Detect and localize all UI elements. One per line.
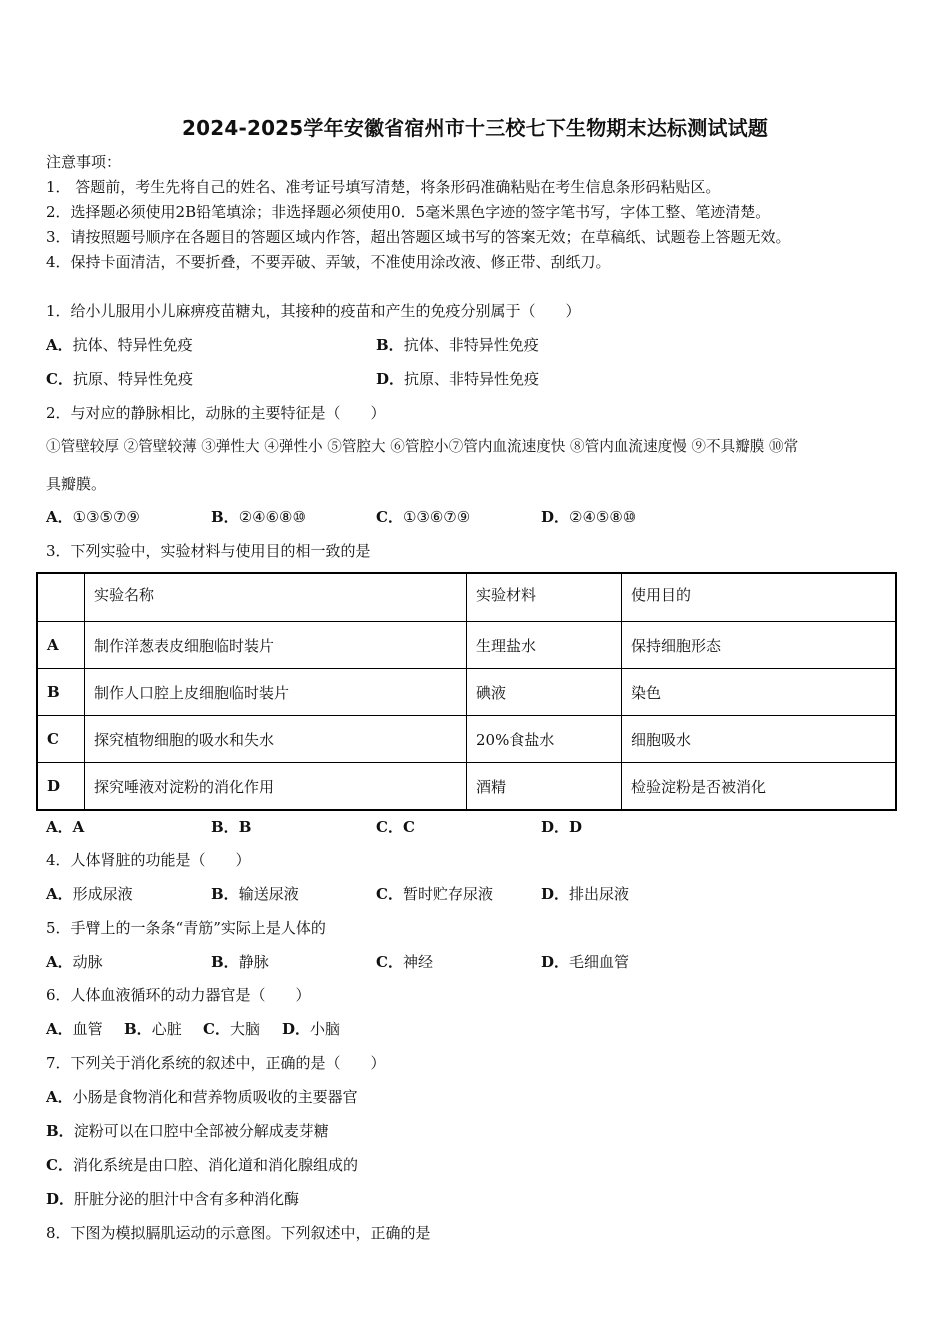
option-letter: C． <box>46 1156 73 1174</box>
question-7-option-d[interactable] <box>46 1189 299 1209</box>
option-letter: C． <box>203 1020 230 1038</box>
option-text: ②④⑤⑧⑩ <box>569 508 637 526</box>
option-letter: A． <box>46 1088 73 1106</box>
table-cell: 碘液 <box>467 669 622 716</box>
question-3-option-b[interactable] <box>211 817 251 837</box>
question-4-option-b[interactable] <box>211 884 299 904</box>
question-1-option-b[interactable] <box>376 335 539 355</box>
option-text: 神经 <box>402 953 433 971</box>
question-4-stem: 4．人体肾脏的功能是（ ） <box>46 851 251 869</box>
notice-item: 3．请按照题号顺序在各题目的答题区域内作答，超出答题区域书写的答案无效；在草稿纸、试题卷上答题无效。 <box>46 228 791 246</box>
option-text: 心脏 <box>151 1020 182 1038</box>
question-3-stem: 3．下列实验中，实验材料与使用目的相一致的是 <box>46 542 371 560</box>
option-letter: A． <box>46 953 73 971</box>
option-letter: D． <box>541 953 570 971</box>
question-7-option-b[interactable] <box>46 1121 329 1141</box>
question-1-option-c[interactable] <box>46 369 193 389</box>
table-cell: 保持细胞形态 <box>622 622 897 669</box>
option-text: 小肠是食物消化和营养物质吸收的主要器官 <box>72 1088 358 1106</box>
table-cell: C <box>37 716 85 763</box>
table-header-cell <box>37 573 85 622</box>
table-cell: 细胞吸水 <box>622 716 897 763</box>
option-letter: A． <box>46 818 73 836</box>
option-letter: A． <box>46 508 73 526</box>
question-6-option-a[interactable] <box>46 1019 103 1039</box>
option-text: ②④⑥⑧⑩ <box>238 508 306 526</box>
table-row <box>37 669 896 716</box>
option-text: 毛细血管 <box>569 953 630 971</box>
table-row <box>37 622 896 669</box>
question-1-option-a[interactable] <box>46 335 193 355</box>
question-5-stem: 5．手臂上的一条条“青筋”实际上是人体的 <box>46 919 326 937</box>
question-7-option-c[interactable] <box>46 1155 358 1175</box>
table-cell: B <box>37 669 85 716</box>
question-2-option-c[interactable] <box>376 507 470 527</box>
option-letter: D． <box>282 1020 311 1038</box>
option-text: 血管 <box>72 1020 103 1038</box>
option-letter: B． <box>211 818 239 836</box>
question-7-stem: 7．下列关于消化系统的叙述中，正确的是（ ） <box>46 1054 386 1072</box>
table-cell: 染色 <box>622 669 897 716</box>
question-2-stem: 2．与对应的静脉相比，动脉的主要特征是（ ） <box>46 404 386 422</box>
option-letter: D． <box>46 1190 75 1208</box>
notice-item: 2．选择题必须使用2B铅笔填涂；非选择题必须使用0．5毫米黑色字迹的签字笔书写，字体工整、笔迹清楚。 <box>46 203 771 221</box>
notice-heading: 注意事项： <box>46 153 122 171</box>
table-cell: 制作洋葱表皮细胞临时装片 <box>85 622 467 669</box>
table-header-cell: 实验材料 <box>467 573 622 622</box>
question-2-choices-line: ①管壁较厚 ②管壁较薄 ③弹性大 ④弹性小 ⑤管腔大 ⑥管腔小⑦管内血流速度快 ⑧管内血流速度慢 ⑨不具瓣膜 ⑩常 <box>46 438 799 455</box>
option-letter: B． <box>376 336 404 354</box>
question-1-stem: 1．给小儿服用小儿麻痹疫苗糖丸，其接种的疫苗和产生的免疫分别属于（ ） <box>46 302 581 320</box>
question-4-option-a[interactable] <box>46 884 133 904</box>
table-header-cell: 使用目的 <box>622 573 897 622</box>
option-text: 抗体、特异性免疫 <box>72 336 193 354</box>
option-text: 淀粉可以在口腔中全部被分解成麦芽糖 <box>73 1122 329 1140</box>
question-4-option-d[interactable] <box>541 884 629 904</box>
option-text: C <box>402 818 415 836</box>
option-letter: D． <box>541 885 570 903</box>
question-5-option-d[interactable] <box>541 952 629 972</box>
table-cell: 探究植物细胞的吸水和失水 <box>85 716 467 763</box>
option-text: 形成尿液 <box>72 885 133 903</box>
question-7-option-a[interactable] <box>46 1087 358 1107</box>
option-letter: D． <box>376 370 405 388</box>
option-letter: B． <box>46 1122 74 1140</box>
table-header-row <box>37 573 896 622</box>
question-2-option-a[interactable] <box>46 507 140 527</box>
question-6-option-b[interactable] <box>124 1019 182 1039</box>
table-row <box>37 763 896 811</box>
option-text: 静脉 <box>238 953 269 971</box>
question-2-choices-line: 具瓣膜。 <box>46 475 107 493</box>
option-letter: B． <box>211 885 239 903</box>
option-text: ①③⑥⑦⑨ <box>402 508 471 526</box>
option-letter: D． <box>541 818 570 836</box>
option-text: A <box>72 818 85 836</box>
option-letter: B． <box>211 508 239 526</box>
table-cell: D <box>37 763 85 811</box>
option-text: 动脉 <box>72 953 103 971</box>
option-text: D <box>569 818 583 836</box>
page-title: 2024-2025学年安徽省宿州市十三校七下生物期末达标测试试题 <box>181 116 769 140</box>
question-5-option-c[interactable] <box>376 952 433 972</box>
option-text: 抗体、非特异性免疫 <box>403 336 539 354</box>
table-header-cell: 实验名称 <box>85 573 467 622</box>
option-letter: C． <box>46 370 73 388</box>
notice-item: 4．保持卡面清洁，不要折叠，不要弄破、弄皱，不准使用涂改液、修正带、刮纸刀。 <box>46 253 611 271</box>
table-cell: 探究唾液对淀粉的消化作用 <box>85 763 467 811</box>
option-text: 暂时贮存尿液 <box>402 885 493 903</box>
option-letter: C． <box>376 818 403 836</box>
option-text: 抗原、非特异性免疫 <box>404 370 540 388</box>
option-letter: C． <box>376 953 403 971</box>
option-letter: C． <box>376 885 403 903</box>
question-3-option-a[interactable] <box>46 817 84 837</box>
option-text: B <box>238 818 252 836</box>
table-cell: 20%食盐水 <box>467 716 622 763</box>
option-text: 大脑 <box>229 1020 260 1038</box>
question-5-option-b[interactable] <box>211 952 269 972</box>
question-6-option-d[interactable] <box>282 1019 340 1039</box>
option-text: 输送尿液 <box>238 885 299 903</box>
question-3-option-c[interactable] <box>376 817 415 837</box>
option-text: 肝脏分泌的胆汁中含有多种消化酶 <box>74 1190 300 1208</box>
experiment-table <box>36 572 897 811</box>
question-4-option-c[interactable] <box>376 884 493 904</box>
option-text: 排出尿液 <box>569 885 630 903</box>
question-2-option-d[interactable] <box>541 507 636 527</box>
option-text: ①③⑤⑦⑨ <box>72 508 140 526</box>
option-text: 抗原、特异性免疫 <box>72 370 193 388</box>
option-letter: B． <box>211 953 239 971</box>
option-text: 小脑 <box>310 1020 341 1038</box>
table-row <box>37 716 896 763</box>
option-letter: C． <box>376 508 403 526</box>
table-cell: 生理盐水 <box>467 622 622 669</box>
table-cell: 制作人口腔上皮细胞临时装片 <box>85 669 467 716</box>
table-cell: 检验淀粉是否被消化 <box>622 763 897 811</box>
option-letter: D． <box>541 508 570 526</box>
question-6-stem: 6．人体血液循环的动力器官是（ ） <box>46 986 311 1004</box>
question-8-stem: 8．下图为模拟膈肌运动的示意图。下列叙述中，正确的是 <box>46 1224 431 1242</box>
notice-item: 1． 答题前，考生先将自己的姓名、准考证号填写清楚，将条形码准确粘贴在考生信息条形码粘贴区。 <box>46 178 721 196</box>
question-5-option-a[interactable] <box>46 952 103 972</box>
question-6-option-c[interactable] <box>203 1019 260 1039</box>
option-letter: B． <box>124 1020 152 1038</box>
option-letter: A． <box>46 1020 73 1038</box>
table-cell: A <box>37 622 85 669</box>
question-3-option-d[interactable] <box>541 817 582 837</box>
question-1-option-d[interactable] <box>376 369 539 389</box>
question-2-option-b[interactable] <box>211 507 306 527</box>
option-letter: A． <box>46 885 73 903</box>
table-cell: 酒精 <box>467 763 622 811</box>
option-text: 消化系统是由口腔、消化道和消化腺组成的 <box>72 1156 358 1174</box>
option-letter: A． <box>46 336 73 354</box>
